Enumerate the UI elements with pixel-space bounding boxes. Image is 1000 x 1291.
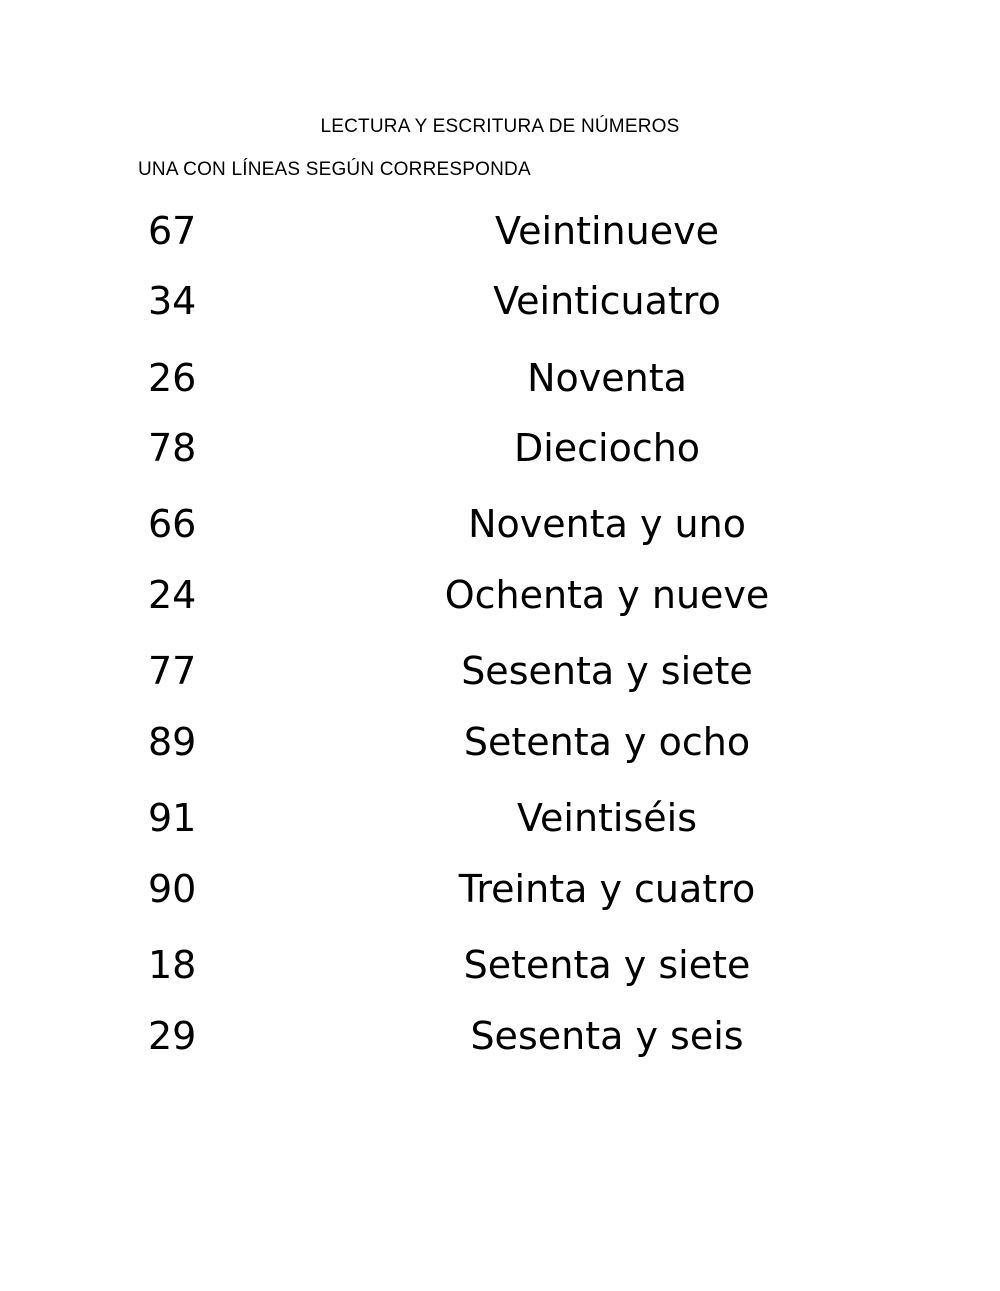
matching-row <box>0 496 1000 552</box>
number-item[interactable]: 78 <box>148 426 197 470</box>
word-item[interactable]: Ochenta y nueve <box>444 573 770 617</box>
number-item[interactable]: 67 <box>148 209 197 253</box>
number-item[interactable]: 90 <box>148 867 197 911</box>
number-item[interactable]: 66 <box>148 502 197 546</box>
word-item[interactable]: Noventa <box>527 356 687 400</box>
word-item[interactable]: Dieciocho <box>513 426 701 470</box>
word-item[interactable]: Treinta y cuatro <box>458 867 756 911</box>
page-title: LECTURA Y ESCRITURA DE NÚMEROS <box>320 116 680 137</box>
word-item[interactable]: Setenta y ocho <box>463 720 751 764</box>
matching-row <box>0 714 1000 770</box>
word-item[interactable]: Veinticuatro <box>493 279 721 323</box>
matching-row <box>0 273 1000 329</box>
word-item[interactable]: Veintiséis <box>516 796 698 840</box>
matching-row <box>0 861 1000 917</box>
word-item[interactable]: Sesenta y seis <box>470 1014 744 1058</box>
word-item[interactable]: Sesenta y siete <box>461 649 753 693</box>
number-item[interactable]: 29 <box>148 1014 197 1058</box>
matching-row <box>0 1008 1000 1064</box>
number-item[interactable]: 26 <box>148 356 197 400</box>
number-item[interactable]: 91 <box>148 796 197 840</box>
number-item[interactable]: 77 <box>148 649 197 693</box>
word-item[interactable]: Veintinueve <box>495 209 719 253</box>
number-item[interactable]: 89 <box>148 720 197 764</box>
matching-row <box>0 790 1000 846</box>
matching-row <box>0 350 1000 406</box>
word-item[interactable]: Noventa y uno <box>468 502 746 546</box>
matching-row <box>0 567 1000 623</box>
instruction-text: UNA CON LÍNEAS SEGÚN CORRESPONDA <box>138 159 531 180</box>
matching-row <box>0 420 1000 476</box>
matching-row <box>0 643 1000 699</box>
matching-row <box>0 937 1000 993</box>
number-item[interactable]: 34 <box>148 279 197 323</box>
word-item[interactable]: Setenta y siete <box>463 943 751 987</box>
number-item[interactable]: 24 <box>148 573 197 617</box>
matching-row <box>0 203 1000 259</box>
number-item[interactable]: 18 <box>148 943 197 987</box>
